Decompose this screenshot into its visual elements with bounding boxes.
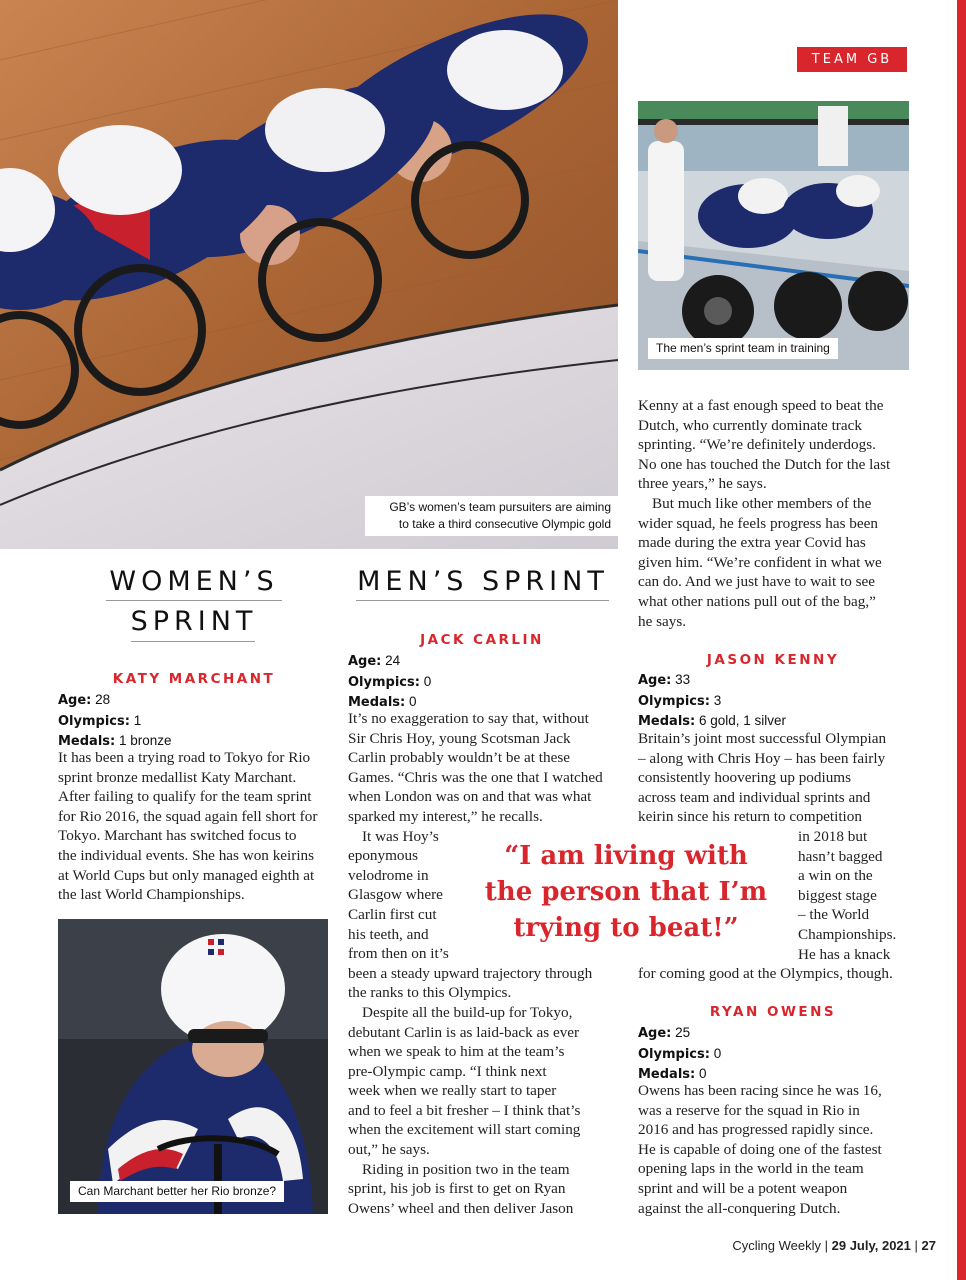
stat-value: 33 (675, 672, 691, 687)
rider-name-owens: RYAN OWENS (709, 1004, 837, 1020)
stat-value: 1 (133, 712, 142, 728)
text-line: can do. And we just have to wait to see (638, 573, 876, 591)
quote-line: the person that I’m (484, 877, 768, 907)
text-line: Sir Chris Hoy, young Scotsman Jack (348, 729, 571, 747)
text-line: Owens has been racing since he was 16, (638, 1082, 882, 1099)
caption-text: The men’s sprint team in training (656, 341, 830, 355)
text-line: and to feel a bit fresher – I think that’s (348, 1101, 581, 1119)
body-carlin-1 (348, 709, 623, 1218)
stat-label: Age: (58, 693, 92, 708)
stat-value: 0 (713, 1045, 722, 1061)
body-marchant (58, 748, 338, 905)
text-line: pre-Olympic camp. “I think next (348, 1062, 547, 1080)
text-line: Tokyo. Marchant has switched focus to (58, 827, 297, 845)
page-footer (600, 1238, 936, 1253)
text-line: sprint, his job is first to get on Ryan (348, 1180, 566, 1198)
text-line: He has a knack (798, 945, 891, 963)
text-line: he says. (638, 612, 687, 630)
text-line: opening laps in the world in the team (638, 1160, 864, 1178)
quote-line: “I am living with (504, 841, 748, 871)
stat-label: Olympics: (58, 713, 130, 729)
text-line: when the excitement will start coming (348, 1121, 581, 1139)
text-line: across team and individual sprints and (638, 788, 871, 806)
text-line: Carlin first cut (348, 905, 437, 923)
text-line: three years,” he says. (638, 475, 767, 493)
marchant-caption (70, 1181, 284, 1202)
stat-value: 1 bronze (119, 733, 172, 748)
quote-line: trying to beat!” (513, 913, 739, 943)
heading-line: SPRINT (130, 606, 258, 637)
text-line: sprint bronze medallist Katy Marchant. (58, 768, 297, 786)
team-pursuit-photo (0, 0, 618, 549)
stat-value: 0 (699, 1066, 707, 1081)
text-line: made during the extra year Covid has (638, 534, 866, 552)
stat-label: Medals: (348, 695, 406, 710)
text-line: wider squad, he feels progress has been (638, 514, 878, 532)
stat-value: 6 gold, 1 silver (699, 713, 787, 728)
text-line: consistently hoovering up podiums (638, 769, 852, 787)
stat-label: Age: (638, 1026, 672, 1041)
text-line: for Rio 2016, the squad again fell short for (58, 807, 318, 825)
text-line: when we speak to him at the team’s (348, 1043, 565, 1061)
stat-label: Age: (638, 673, 672, 688)
heading-rule (106, 600, 282, 601)
text-line: at World Cups but only managed eighth at (58, 866, 315, 884)
text-line: in 2018 but (798, 827, 868, 845)
heading-rule (131, 641, 255, 642)
text-line: But much like other members of the (652, 494, 872, 512)
stat-value: 25 (675, 1025, 691, 1040)
body-kenny (638, 729, 918, 984)
text-line: Championships. (798, 925, 897, 943)
rider-name-kenny: JASON KENNY (706, 652, 840, 668)
stat-value: 3 (713, 692, 722, 708)
text-line: – along with Chris Hoy – has been fairly (638, 749, 886, 767)
marchant-photo (58, 919, 328, 1214)
text-line: Kenny at a fast enough speed to beat the (638, 397, 884, 414)
text-line: hasn’t bagged (798, 847, 883, 865)
stat-value: 0 (409, 694, 417, 709)
heading-line: MEN’S SPRINT (357, 566, 609, 597)
section-tag (797, 47, 907, 72)
stat-label: Medals: (638, 1067, 696, 1082)
rider-name-marchant: KATY MARCHANT (112, 671, 276, 687)
text-line: 2016 and has progressed rapidly since. (638, 1121, 874, 1139)
stat-value: 0 (423, 673, 432, 689)
caption-line: to take a third consecutive Olympic gold (398, 517, 611, 531)
text-line: been a steady upward trajectory through (348, 964, 593, 982)
womens-sprint-heading (104, 566, 284, 597)
text-line: given him. “We’re confident in what we (638, 553, 882, 571)
stat-value: 24 (385, 653, 401, 668)
text-line: Despite all the build-up for Tokyo, (362, 1003, 573, 1021)
caption-text: Can Marchant better her Rio bronze? (78, 1184, 277, 1198)
footer-publication: Cycling Weekly (732, 1238, 821, 1253)
section-tag-label: TEAM GB (811, 52, 893, 67)
stat-value: 28 (95, 692, 111, 707)
text-line: week when we really start to taper (348, 1082, 557, 1100)
text-line: for coming good at the Olympics, though. (638, 965, 893, 983)
text-line: Britain’s joint most successful Olympian (638, 730, 887, 747)
footer-divider: | (824, 1238, 828, 1253)
text-line: Owens’ wheel and then deliver Jason (348, 1199, 574, 1217)
text-line: It’s no exaggeration to say that, without (348, 710, 589, 727)
stat-label: Olympics: (638, 693, 710, 709)
text-line: – the World (798, 906, 870, 924)
text-line: debutant Carlin is as laid-back as ever (348, 1023, 580, 1041)
text-line: what other nations pull out of the bag,” (638, 592, 876, 610)
stats-marchant (58, 690, 172, 752)
text-line: He is capable of doing one of the fastest (638, 1140, 882, 1158)
text-line: the last World Championships. (58, 886, 245, 904)
text-line: out,” he says. (348, 1141, 430, 1159)
stat-label: Olympics: (348, 674, 420, 690)
heading-rule (356, 600, 609, 601)
rider-name-carlin: JACK CARLIN (420, 632, 544, 648)
body-carlin-continued (638, 396, 918, 631)
stats-kenny (638, 670, 786, 732)
footer-date: 29 July, 2021 (831, 1238, 911, 1253)
text-line: After failing to qualify for the team sprint (58, 788, 312, 806)
text-line: It was Hoy’s (362, 827, 439, 845)
heading-line: WOMEN’S (109, 566, 279, 597)
text-line: Riding in position two in the team (362, 1160, 570, 1178)
text-line: when London was on and that was what (348, 788, 592, 806)
womens-sprint-heading-2 (104, 606, 284, 637)
text-line: No one has touched the Dutch for the last (638, 455, 891, 473)
text-line: sprint and will be a potent weapon (638, 1179, 848, 1197)
text-line: sprinting. “We’re definitely underdogs. (638, 436, 876, 454)
text-line: the ranks to this Olympics. (348, 984, 512, 1002)
text-line: from then on it’s (348, 945, 449, 963)
footer-divider: | (914, 1238, 918, 1253)
text-line: Dutch, who currently dominate track (638, 416, 862, 434)
text-line: was a reserve for the squad in Rio in (638, 1101, 860, 1119)
text-line: Glasgow where (348, 886, 443, 904)
text-line: Games. “Chris was the one that I watched (348, 768, 603, 786)
text-line: against the all-conquering Dutch. (638, 1199, 841, 1217)
stat-label: Medals: (638, 714, 696, 729)
stat-label: Medals: (58, 734, 116, 749)
text-line: eponymous (348, 847, 419, 865)
stats-owens (638, 1023, 721, 1085)
text-line: It has been a trying road to Tokyo for Rio (58, 749, 311, 766)
text-line: his teeth, and (348, 925, 429, 943)
stats-carlin (348, 651, 431, 713)
text-line: the individual events. She has won keirins (58, 846, 315, 864)
text-line: Carlin probably wouldn’t be at these (348, 749, 570, 767)
stat-label: Age: (348, 654, 382, 669)
stat-label: Olympics: (638, 1046, 710, 1062)
text-line: biggest stage (798, 886, 877, 904)
text-line: velodrome in (348, 866, 429, 884)
text-line: keirin since his return to competition (638, 808, 862, 826)
mens-sprint-heading (350, 566, 616, 597)
page-edge-bar (957, 0, 966, 1280)
page-number: 27 (921, 1238, 936, 1253)
body-owens (638, 1081, 918, 1218)
text-line: sparked my interest,” he recalls. (348, 807, 543, 825)
text-line: a win on the (798, 867, 873, 885)
team-pursuit-caption (365, 496, 619, 536)
training-photo (638, 101, 909, 370)
training-caption (648, 338, 838, 359)
caption-line: GB’s women’s team pursuiters are aiming (389, 500, 611, 514)
